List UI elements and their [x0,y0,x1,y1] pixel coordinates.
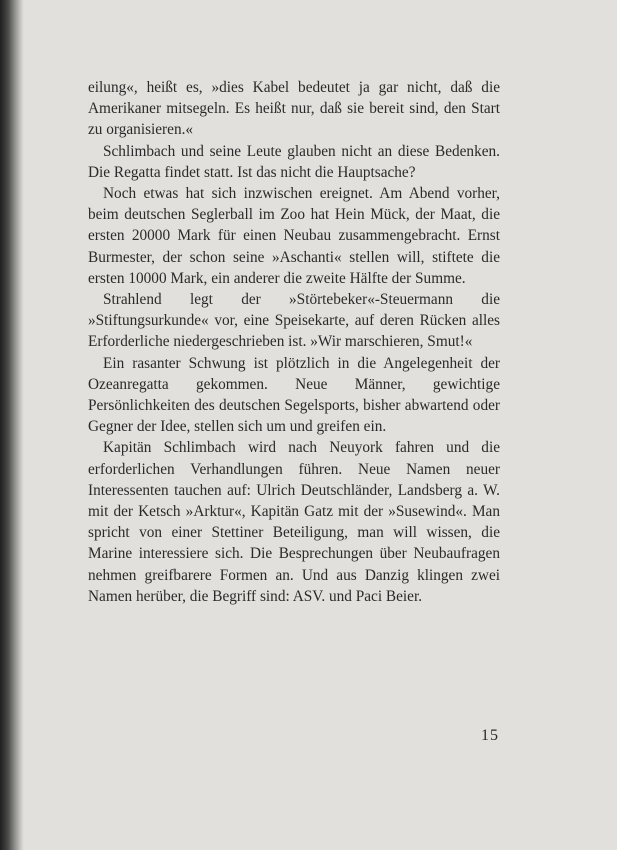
paragraph-4: Strahlend legt der »Störtebeker«-Steuermann die »Stiftungsurkunde« vor, eine Speisekarte, auf deren Rücken alles Erforderliche niedergeschrieben ist. »Wir marschieren, Smut!« [88,291,500,351]
body-text [88,77,500,607]
paragraph-3: Noch etwas hat sich inzwischen ereignet. Am Abend vorher, beim deutschen Seglerball im Zoo hat Hein Mück, der Maat, die ersten 20000 Mark für einen Neubau zusammengebracht. Ernst Burmester, der schon seine »Aschanti« stellen will, stiftete die ersten 10000 Mark, ein anderer die zweite Hälfte der Summe. [88,185,500,287]
paragraph-1: eilung«, heißt es, »dies Kabel bedeutet ja gar nicht, daß die Amerikaner mitsegeln. Es heißt nur, daß sie bereit sind, den Start zu organisieren.« [88,79,500,139]
paragraph-6: Kapitän Schlimbach wird nach Neuyork fahren und die erforderlichen Verhandlungen führen. Neue Namen neuer Interessenten tauchen auf: Ulrich Deutschländer, Landsberg a. W. mit der Ketsch »Arktur«, Kapitän Gatz mit der »Susewind«. Man spricht von einer Stettiner Beteiligung, man will wissen, die Marine interessiere sich. Die Besprechungen über Neubaufragen nehmen greifbarere Formen an. Und aus Danzig klingen zwei Namen herüber, die Begriff sind: ASV. und Paci Beier. [88,439,500,605]
paragraph-2: Schlimbach und seine Leute glauben nicht an diese Bedenken. Die Regatta findet statt. Ist das nicht die Hauptsache? [88,142,500,181]
paragraph-5: Ein rasanter Schwung ist plötzlich in die Angelegenheit der Ozeanregatta gekommen. Neue Männer, gewichtige Persönlichkeiten des deutschen Segelsports, bisher abwartend oder Gegner der Idee, stellen sich um und greifen ein. [88,354,500,436]
binding-shadow [0,0,24,850]
page-number: 15 [481,727,499,744]
